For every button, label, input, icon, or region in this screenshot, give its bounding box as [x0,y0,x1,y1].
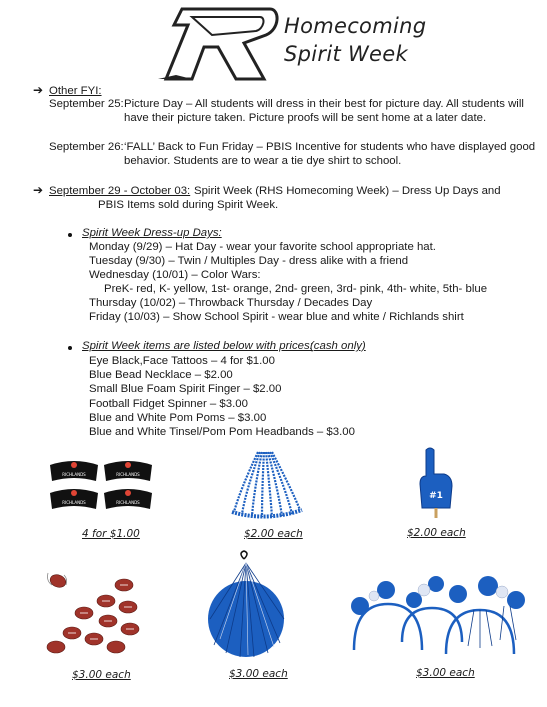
arrow-icon: ➔ [33,183,44,197]
svg-text:RICHLANDS: RICHLANDS [116,500,140,505]
bullet-icon [68,233,72,237]
spirit-week-text: PBIS Items sold during Spirit Week. [98,199,279,211]
price-caption: $3.00 each [72,669,131,681]
fyi-text: have their picture taken. Picture proofs will be sent home at a later date. [124,112,487,124]
headbands-image [340,570,530,658]
fyi-date: September 26: [49,141,124,153]
svg-text:RICHLANDS: RICHLANDS [62,500,86,505]
dress-up-day: PreK- red, K- yellow, 1st- orange, 2nd- green, 3rd- pink, 4th- white, 5th- blue [104,283,488,295]
sale-item: Eye Black,Face Tattoos – 4 for $1.00 [89,355,275,367]
football-spinners-image [44,567,144,657]
fyi-text: ‘FALL’ Back to Fun Friday – PBIS Incentive for students who have displayed good [124,141,536,153]
bullet-icon [68,346,72,350]
items-note: (cash only) [310,340,366,352]
dress-up-day: Tuesday (9/30) – Twin / Multiples Day - dress alike with a friend [89,255,409,267]
dress-up-heading: Spirit Week Dress-up Days: [82,227,222,239]
pom-pom-image [204,549,290,659]
price-caption: $3.00 each [229,668,288,680]
items-heading: Spirit Week items are listed below with prices: [82,340,313,352]
sale-item: Blue Bead Necklace – $2.00 [89,369,233,381]
dress-up-day: Friday (10/03) – Show School Spirit - wear blue and white / Richlands shirt [89,311,464,323]
price-caption: $3.00 each [416,667,475,679]
fyi-heading: Other FYI: [49,85,102,97]
svg-text:RICHLANDS: RICHLANDS [62,472,86,477]
fyi-date: September 25: [49,98,124,110]
svg-text:RICHLANDS: RICHLANDS [116,472,140,477]
sale-item: Football Fidget Spinner – $3.00 [89,398,248,410]
bead-necklace-image [226,450,306,520]
price-caption: $2.00 each [244,528,303,540]
school-r-logo [152,5,282,85]
sale-item: Small Blue Foam Spirit Finger – $2.00 [89,383,282,395]
title-spirit-week: Spirit Week [284,42,408,66]
spirit-week-dates: September 29 - October 03: [49,185,191,197]
title-homecoming: Homecoming [284,14,427,38]
sale-item: Blue and White Pom Poms – $3.00 [89,412,267,424]
fyi-text: behavior. Students are to wear a tie dye shirt to school. [124,155,402,167]
price-caption: $2.00 each [407,527,466,539]
eye-black-image [46,457,156,517]
foam-finger-image [412,446,458,520]
arrow-icon: ➔ [33,83,44,97]
fyi-text: Picture Day – All students will dress in their best for picture day. All students will [124,98,524,110]
dress-up-day: Wednesday (10/01) – Color Wars: [89,269,261,281]
dress-up-day: Thursday (10/02) – Throwback Thursday / Decades Day [89,297,373,309]
sale-item: Blue and White Tinsel/Pom Pom Headbands – $3.00 [89,426,355,438]
dress-up-day: Monday (9/29) – Hat Day - wear your favorite school appropriate hat. [89,241,436,253]
spirit-week-text: Spirit Week (RHS Homecoming Week) – Dress Up Days and [194,185,501,197]
price-caption: 4 for $1.00 [82,528,140,540]
svg-text:#1: #1 [429,491,443,501]
